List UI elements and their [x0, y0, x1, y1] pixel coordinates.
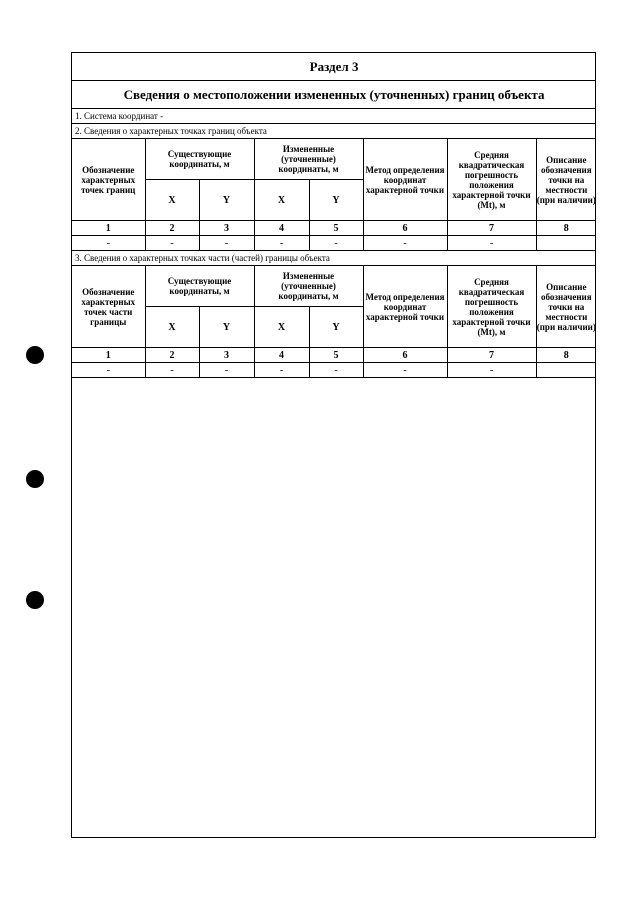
block2-num-6: 6 — [363, 221, 447, 236]
block3-col-designation: Обозначение характерных точек части границы — [72, 266, 145, 348]
block2-col-changed: Измененные (уточненные) координаты, м — [254, 139, 363, 180]
block3-title: 3. Сведения о характерных точках части (частей) границы объекта — [72, 251, 596, 266]
block2-num-8: 8 — [536, 221, 596, 236]
block3-cell-1: - — [72, 363, 145, 378]
block2-num-5: 5 — [309, 221, 363, 236]
block2-existing-x: X — [145, 180, 199, 221]
block3-num-8: 8 — [536, 348, 596, 363]
punch-hole-bottom — [26, 591, 44, 609]
block2-cell-4: - — [254, 236, 309, 251]
block3-cell-8 — [536, 363, 596, 378]
punch-hole-top — [26, 346, 44, 364]
block3-num-3: 3 — [199, 348, 254, 363]
block3-num-5: 5 — [309, 348, 363, 363]
section-subtitle: Сведения о местоположении измененных (уточненных) границ объекта — [72, 81, 596, 109]
block2-num-2: 2 — [145, 221, 199, 236]
coord-system-line: 1. Система координат - — [72, 109, 596, 124]
block3-num-4: 4 — [254, 348, 309, 363]
block3-cell-3: - — [199, 363, 254, 378]
block2-cell-6: - — [363, 236, 447, 251]
block3-existing-y: Y — [199, 307, 254, 348]
block3-cell-5: - — [309, 363, 363, 378]
block2-cell-8 — [536, 236, 596, 251]
block2-col-method: Метод определения координат характерной точки — [363, 139, 447, 221]
block2-col-existing: Существующие координаты, м — [145, 139, 254, 180]
block2-col-description: Описание обозначения точки на местности (при наличии) — [536, 139, 596, 221]
block3-existing-x: X — [145, 307, 199, 348]
block3-col-description: Описание обозначения точки на местности (при наличии) — [536, 266, 596, 348]
document-frame — [71, 52, 596, 838]
block2-cell-2: - — [145, 236, 199, 251]
block3-changed-x: X — [254, 307, 309, 348]
block2-cell-3: - — [199, 236, 254, 251]
block3-num-6: 6 — [363, 348, 447, 363]
punch-hole-middle — [26, 470, 44, 488]
block3-col-method: Метод определения координат характерной точки — [363, 266, 447, 348]
block2-num-1: 1 — [72, 221, 145, 236]
block2-changed-x: X — [254, 180, 309, 221]
block2-cell-5: - — [309, 236, 363, 251]
section-title: Раздел 3 — [72, 53, 596, 81]
block3-num-2: 2 — [145, 348, 199, 363]
block3-num-7: 7 — [447, 348, 536, 363]
block3-cell-6: - — [363, 363, 447, 378]
block2-cell-1: - — [72, 236, 145, 251]
block2-num-3: 3 — [199, 221, 254, 236]
block3-num-1: 1 — [72, 348, 145, 363]
block2-num-4: 4 — [254, 221, 309, 236]
block2-cell-7: - — [447, 236, 536, 251]
block2-existing-y: Y — [199, 180, 254, 221]
block2-num-7: 7 — [447, 221, 536, 236]
block3-cell-4: - — [254, 363, 309, 378]
block3-col-error: Средняя квадратическая погрешность положения характерной точки (Mt), м — [447, 266, 536, 348]
block3-cell-7: - — [447, 363, 536, 378]
block2-changed-y: Y — [309, 180, 363, 221]
block2-col-designation: Обозначение характерных точек границ — [72, 139, 145, 221]
block3-changed-y: Y — [309, 307, 363, 348]
block3-cell-2: - — [145, 363, 199, 378]
boundary-table — [72, 53, 596, 378]
block2-title: 2. Сведения о характерных точках границ объекта — [72, 124, 596, 139]
block3-col-changed: Измененные (уточненные) координаты, м — [254, 266, 363, 307]
block3-col-existing: Существующие координаты, м — [145, 266, 254, 307]
block2-col-error: Средняя квадратическая погрешность положения характерной точки (Mt), м — [447, 139, 536, 221]
